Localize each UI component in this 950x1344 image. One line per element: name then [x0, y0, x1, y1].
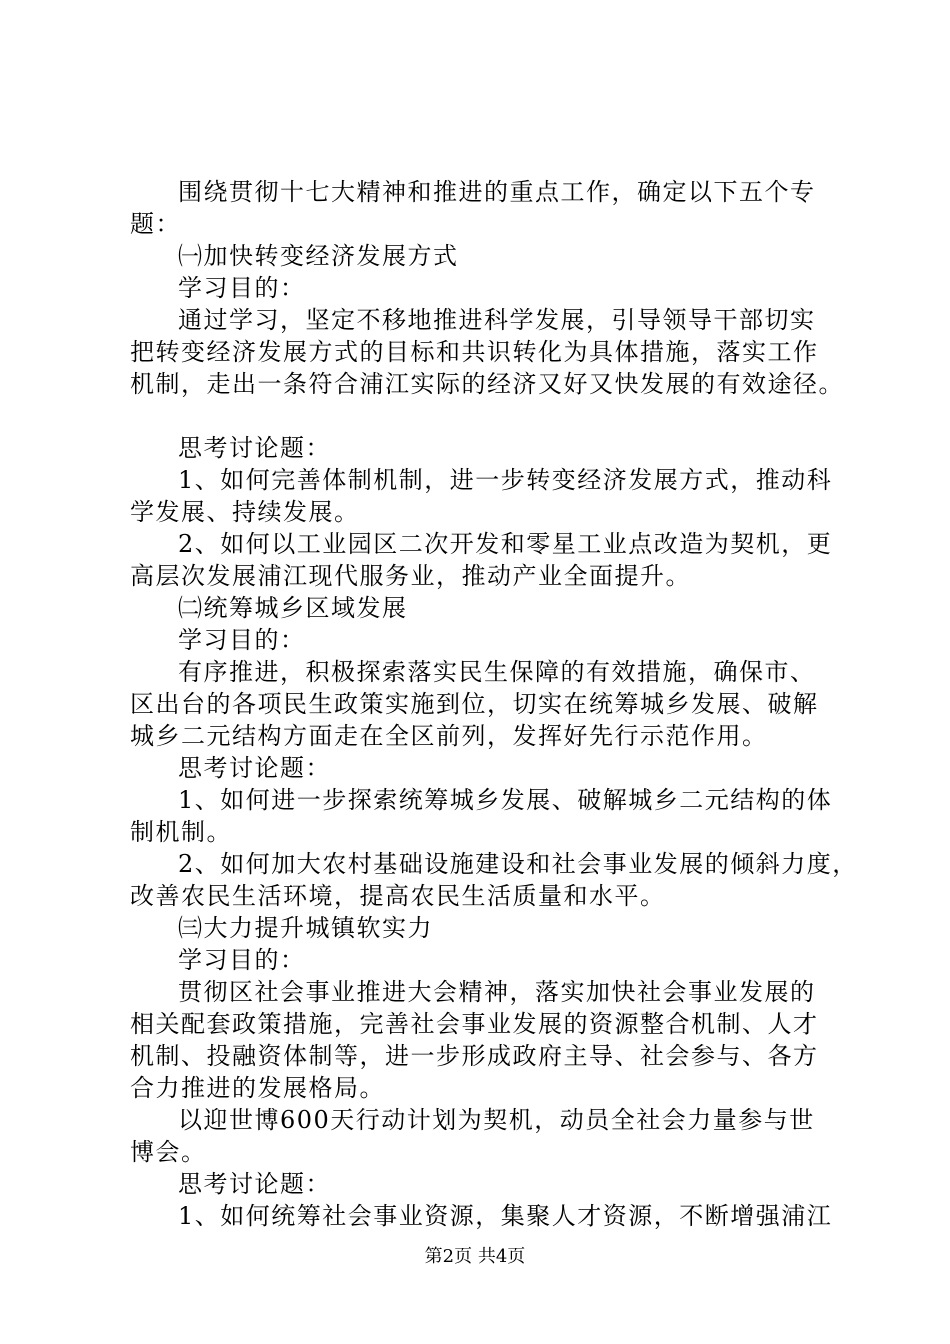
- discussion-label-1: 思考讨论题：: [178, 434, 331, 462]
- study-goal-text-3-line-2: 相关配套政策措施，完善社会事业发展的资源整合机制、人才: [130, 1010, 819, 1038]
- paragraph-intro-line-1: 围绕贯彻十七大精神和推进的重点工作，确定以下五个专: [178, 178, 816, 206]
- discussion-item-3-1-line-1: 1、如何统筹社会事业资源，集聚人才资源，不断增强浦江: [178, 1202, 833, 1230]
- discussion-item-1-2-line-2: 高层次发展浦江现代服务业，推动产业全面提升。: [130, 562, 691, 590]
- section-heading-1: ㈠加快转变经济发展方式: [178, 242, 459, 270]
- discussion-label-3: 思考讨论题：: [178, 1170, 331, 1198]
- discussion-item-2-2-line-1: 2、如何加大农村基础设施建设和社会事业发展的倾斜力度，: [178, 850, 858, 878]
- discussion-item-1-1-line-1: 1、如何完善体制机制，进一步转变经济发展方式，推动科: [178, 466, 833, 494]
- study-goal-text-3b-line-2: 博会。: [130, 1138, 207, 1166]
- study-goal-label-3: 学习目的：: [178, 946, 306, 974]
- discussion-label-2: 思考讨论题：: [178, 754, 331, 782]
- study-goal-text-3b-line-1: 以迎世博600天行动计划为契机，动员全社会力量参与世: [178, 1106, 815, 1134]
- study-goal-text-1-line-3: 机制，走出一条符合浦江实际的经济又好又快发展的有效途径。: [130, 370, 844, 398]
- study-goal-text-3-line-3: 机制、投融资体制等，进一步形成政府主导、社会参与、各方: [130, 1042, 819, 1070]
- study-goal-label-2: 学习目的：: [178, 626, 306, 654]
- discussion-item-2-1-line-1: 1、如何进一步探索统筹城乡发展、破解城乡二元结构的体: [178, 786, 833, 814]
- section-heading-2: ㈡统筹城乡区域发展: [178, 594, 408, 622]
- document-body: [130, 176, 858, 1232]
- study-goal-text-2-line-3: 城乡二元结构方面走在全区前列，发挥好先行示范作用。: [130, 722, 768, 750]
- page-number-footer: 第2页 共4页: [424, 1246, 526, 1267]
- discussion-item-1-1-line-2: 学发展、持续发展。: [130, 498, 360, 526]
- study-goal-text-2-line-1: 有序推进，积极探索落实民生保障的有效措施，确保市、: [178, 658, 816, 686]
- discussion-item-2-1-line-2: 制机制。: [130, 818, 232, 846]
- study-goal-text-3-line-4: 合力推进的发展格局。: [130, 1074, 385, 1102]
- study-goal-text-3-line-1: 贯彻区社会事业推进大会精神，落实加快社会事业发展的: [178, 978, 816, 1006]
- paragraph-intro-line-2: 题：: [130, 210, 181, 238]
- blank-line: [130, 400, 830, 432]
- study-goal-label-1: 学习目的：: [178, 274, 306, 302]
- study-goal-text-1-line-2: 把转变经济发展方式的目标和共识转化为具体措施，落实工作: [130, 338, 819, 366]
- section-heading-3: ㈢大力提升城镇软实力: [178, 914, 433, 942]
- study-goal-text-1-line-1: 通过学习，坚定不移地推进科学发展，引导领导干部切实: [178, 306, 816, 334]
- discussion-item-1-2-line-1: 2、如何以工业园区二次开发和零星工业点改造为契机，更: [178, 530, 833, 558]
- discussion-item-2-2-line-2: 改善农民生活环境，提高农民生活质量和水平。: [130, 882, 666, 910]
- study-goal-text-2-line-2: 区出台的各项民生政策实施到位，切实在统筹城乡发展、破解: [130, 690, 819, 718]
